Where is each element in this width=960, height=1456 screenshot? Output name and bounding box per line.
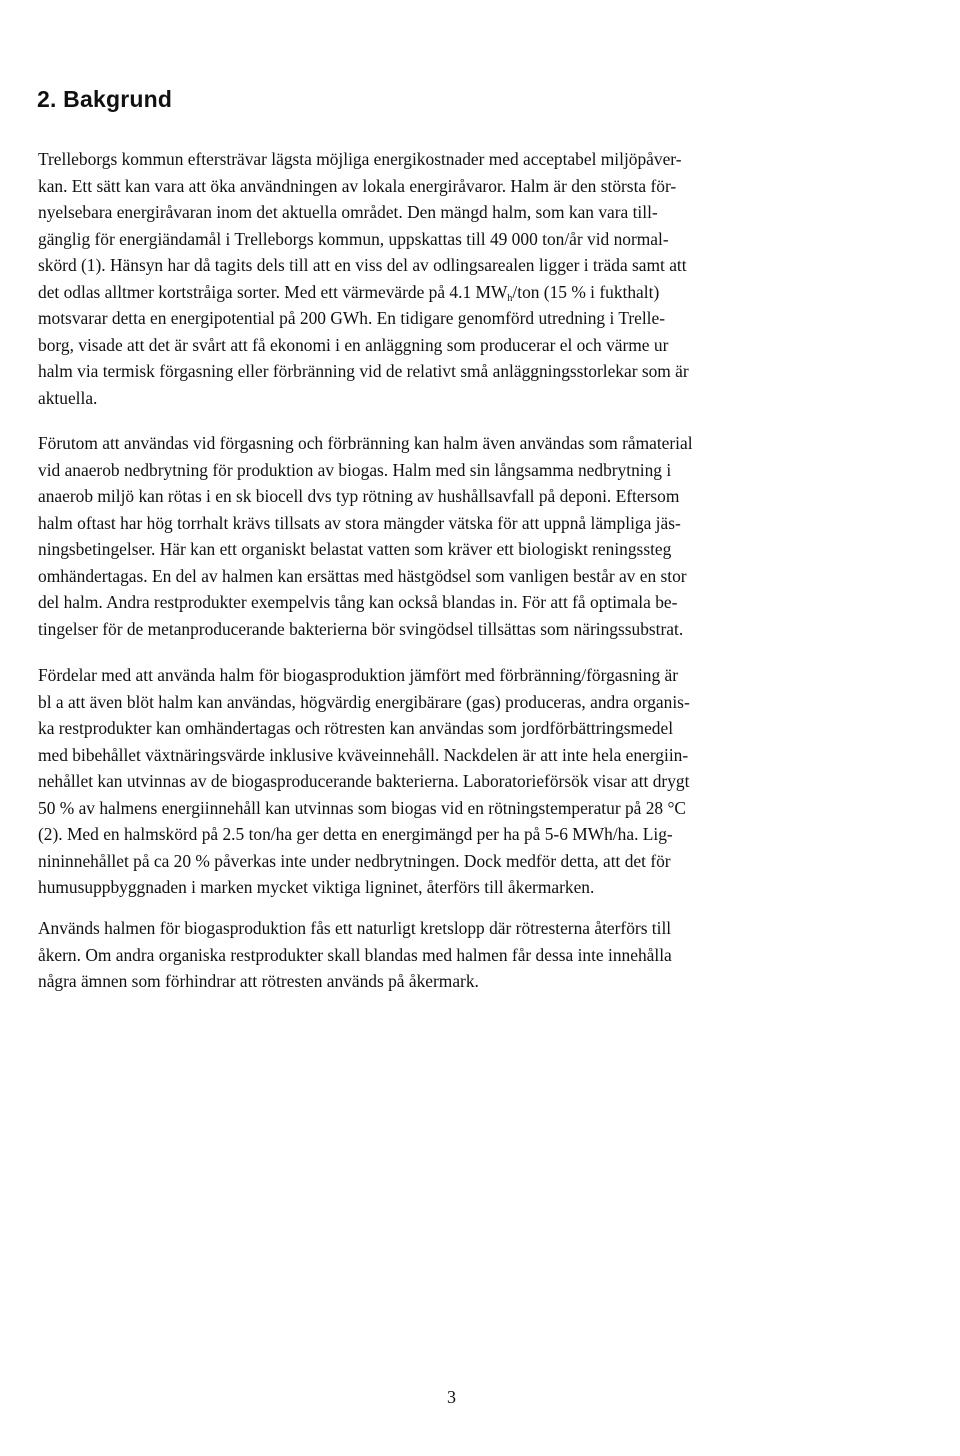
- paragraph-line: Används halmen för biogasproduktion fås ett naturligt kretslopp där rötresterna återförs till: [38, 918, 672, 938]
- paragraph-line: Fördelar med att använda halm för biogasproduktion jämfört med förbränning/förgasning är: [38, 665, 679, 685]
- paragraph-line-text: det odlas alltmer kortstråiga sorter. Med ett värmevärde på 4.1 MW: [38, 281, 508, 302]
- paragraph-line: halm oftast har hög torrhalt krävs tillsats av stora mängder vätska för att uppnå lämpliga jäs-: [38, 512, 681, 533]
- page-number: 3: [447, 1387, 456, 1407]
- paragraph-background-intro: [38, 146, 938, 411]
- paragraph-line: kan. Ett sätt kan vara att öka användningen av lokala energiråvaror. Halm är den största för-: [38, 175, 677, 196]
- unit-subscript: h: [507, 292, 513, 304]
- paragraph-line: omhändertagas. En del av halmen kan ersättas med hästgödsel som vanligen består av en stor: [38, 565, 687, 586]
- paragraph-line: aktuella.: [38, 387, 98, 408]
- paragraph-line: del halm. Andra restprodukter exempelvis tång kan också blandas in. För att få optimala be-: [38, 592, 678, 612]
- paragraph-line: Trelleborgs kommun eftersträvar lägsta möjliga energikostnader med acceptabel miljöpåver-: [38, 149, 682, 169]
- paragraph-line: halm via termisk förgasning eller förbränning vid de relativt små anläggningsstorlekar som är: [38, 361, 689, 381]
- paragraph-line: några ämnen som förhindrar att rötresten används på åkermark.: [38, 971, 479, 991]
- paragraph-line-with-subscript: [38, 279, 938, 306]
- paragraph-nutrient-cycle: [38, 915, 938, 995]
- paragraph-anaerobic-digestion: [38, 430, 938, 642]
- paragraph-line-text-suffix: /ton (15 % i fukthalt): [512, 281, 660, 302]
- paragraph-line: anaerob miljö kan rötas i en sk biocell dvs typ rötning av hushållsavfall på deponi. Eftersom: [38, 486, 680, 506]
- paragraph-line: nininnehållet på ca 20 % påverkas inte under nedbrytningen. Dock medför detta, att det för: [38, 850, 671, 871]
- paragraph-line: åkern. Om andra organiska restprodukter skall blandas med halmen får dessa inte innehålla: [38, 944, 672, 965]
- paragraph-line: gänglig för energiändamål i Trelleborgs kommun, uppskattas till 49 000 ton/år vid normal-: [38, 228, 669, 249]
- paragraph-line: bl a att även blöt halm kan användas, högvärdig energibärare (gas) produceras, andra organis-: [38, 691, 690, 712]
- paragraph-line: borg, visade att det är svårt att få ekonomi i en anläggning som producerar el och värme ur: [38, 334, 669, 355]
- paragraph-line: humusuppbyggnaden i marken mycket viktiga ligninet, återförs till åkermarken.: [38, 877, 595, 897]
- paragraph-line: (2). Med en halmskörd på 2.5 ton/ha ger detta en energimängd per ha på 5-6 MWh/ha. Lig-: [38, 824, 673, 844]
- paragraph-line: vid anaerob nedbrytning för produktion av biogas. Halm med sin långsamma nedbrytning i: [38, 459, 672, 480]
- paragraph-line: Förutom att användas vid förgasning och förbränning kan halm även användas som råmaterial: [38, 433, 693, 453]
- section-heading: 2. Bakgrund: [37, 86, 173, 112]
- paragraph-line: skörd (1). Hänsyn har då tagits dels till att en viss del av odlingsarealen ligger i träda samt att: [38, 255, 687, 275]
- paragraph-line: ningsbetingelser. Här kan ett organiskt belastat vatten som kräver ett biologiskt reningssteg: [38, 539, 672, 559]
- paragraph-line: motsvarar detta en energipotential på 200 GWh. En tidigare genomförd utredning i Trelle-: [38, 308, 666, 328]
- paragraph-line: ka restprodukter kan omhändertagas och rötresten kan användas som jordförbättringsmedel: [38, 718, 674, 738]
- paragraph-line: tingelser för de metanproducerande bakterierna bör svingödsel tillsättas som näringssubstrat.: [38, 618, 684, 639]
- paragraph-line: 50 % av halmens energiinnehåll kan utvinnas som biogas vid en rötningstemperatur på 28 °C: [38, 797, 687, 818]
- paragraph-line: nehållet kan utvinnas av de biogasproducerande bakterierna. Laboratorieförsök visar att drygt: [38, 771, 690, 791]
- paragraph-line: med bibehållet växtnäringsvärde inklusive kväveinnehåll. Nackdelen är att inte hela energiin-: [38, 744, 689, 765]
- paragraph-line: nyelsebara energiråvaran inom det aktuella området. Den mängd halm, som kan vara till-: [38, 202, 658, 222]
- paragraph-advantages: [38, 662, 938, 901]
